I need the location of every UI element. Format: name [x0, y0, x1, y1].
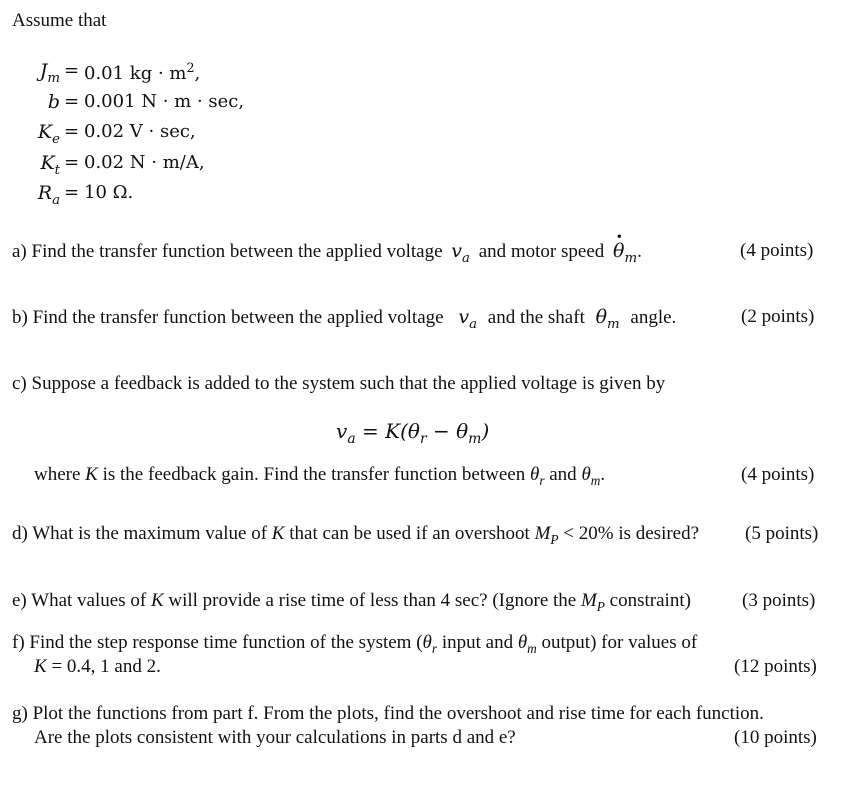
- eq-voltage: v: [336, 419, 348, 443]
- question-text: < 20% is desired?: [563, 523, 700, 544]
- param-value: 0.02 V · sec,: [84, 121, 196, 142]
- var-theta-m: θ: [581, 464, 591, 485]
- question-g-line2: Are the plots consistent with your calculations in parts d and e?: [34, 727, 516, 748]
- var-subscript: P: [596, 598, 605, 614]
- question-text: constraint): [609, 590, 691, 611]
- question-text: where: [34, 464, 81, 485]
- var-theta-r: θ: [422, 632, 432, 653]
- param-subscript: a: [52, 192, 60, 208]
- question-f-line2: [34, 656, 161, 678]
- question-c-line2: [34, 464, 605, 489]
- param-value: 0.02 N · m/A,: [84, 152, 205, 173]
- intro-text: Assume that: [12, 10, 107, 31]
- var-subscript: r: [539, 472, 545, 488]
- var-subscript: m: [624, 250, 638, 266]
- param-row-b: [0, 91, 300, 117]
- param-row-ra: [0, 182, 300, 208]
- points-d: (5 points): [745, 523, 819, 544]
- points-a: (4 points): [740, 240, 814, 261]
- var-theta-r: θ: [529, 464, 540, 485]
- var-subscript: r: [431, 640, 438, 656]
- var-theta-m: θ: [517, 632, 528, 653]
- points-g: (10 points): [734, 727, 817, 748]
- equals-sign: =: [64, 121, 80, 142]
- param-value: 0.001 N · m · sec,: [84, 91, 245, 112]
- var-subscript: m: [590, 472, 601, 488]
- question-text: e) What values of: [12, 590, 147, 611]
- points-b: (2 points): [741, 306, 815, 327]
- param-symbol: J: [39, 60, 48, 82]
- eq-subscript: a: [347, 431, 356, 447]
- points-c: (4 points): [741, 464, 815, 485]
- param-symbol: K: [40, 152, 55, 174]
- question-text: = 0.4, 1 and 2.: [51, 656, 161, 677]
- var-gain: K: [271, 523, 285, 544]
- question-text: b) Find the transfer function between the applied voltage: [12, 307, 444, 328]
- question-c: c) Suppose a feedback is added to the system such that the applied voltage is given by: [12, 373, 666, 394]
- question-text: will provide a rise time of less than 4 sec? (Ignore the: [168, 590, 577, 611]
- eq-subscript: m: [468, 431, 482, 447]
- question-text: f) Find the step response time function of the system (: [12, 632, 423, 653]
- var-overshoot: M: [534, 523, 551, 544]
- param-symbol: R: [37, 182, 53, 204]
- param-value: 10 Ω.: [84, 182, 134, 203]
- eq-close-paren: ): [481, 419, 490, 443]
- param-row-ke: [0, 121, 300, 147]
- equals-sign: =: [64, 182, 80, 203]
- question-text: is the feedback gain. Find the transfer function between: [102, 464, 526, 485]
- param-subscript: m: [47, 70, 60, 86]
- var-subscript: a: [462, 250, 470, 266]
- var-gain: K: [150, 590, 164, 611]
- param-row-jm: [0, 60, 300, 86]
- var-voltage: v: [451, 240, 462, 262]
- equals-sign: =: [64, 60, 80, 81]
- var-subscript: a: [469, 316, 478, 332]
- eq-minus-term: − θ: [426, 419, 469, 443]
- question-a: [12, 240, 642, 266]
- param-subscript: t: [54, 162, 60, 178]
- var-subscript: m: [607, 316, 620, 332]
- question-text: and the shaft: [487, 307, 585, 328]
- question-tail: .: [600, 464, 606, 485]
- question-b: [12, 306, 676, 332]
- equals-sign: =: [64, 91, 80, 112]
- param-symbol: b: [47, 91, 60, 113]
- var-voltage: v: [458, 306, 470, 328]
- feedback-equation: [336, 419, 489, 447]
- param-tail: ,: [194, 63, 201, 84]
- var-angle: θ: [595, 306, 608, 328]
- question-text: d) What is the maximum value of: [12, 523, 268, 544]
- question-text: input and: [441, 632, 514, 653]
- var-overshoot: M: [580, 590, 597, 611]
- param-exponent: 2: [186, 60, 195, 75]
- eq-subscript: r: [419, 431, 427, 447]
- points-e: (3 points): [742, 590, 816, 611]
- param-subscript: e: [52, 131, 60, 147]
- question-text: and motor speed: [478, 241, 605, 262]
- param-row-kt: [0, 152, 300, 178]
- equals-sign: =: [64, 152, 80, 173]
- question-text: a) Find the transfer function between the applied voltage: [12, 241, 443, 262]
- question-text: angle.: [630, 307, 677, 328]
- question-text: and: [549, 464, 577, 485]
- var-subscript: P: [550, 531, 559, 547]
- question-d: [12, 523, 699, 548]
- question-f: [12, 632, 697, 657]
- var-gain: K: [34, 656, 47, 677]
- var-subscript: m: [527, 640, 537, 656]
- points-f: (12 points): [734, 656, 817, 677]
- question-tail: .: [637, 241, 642, 262]
- param-symbol: K: [37, 121, 53, 143]
- var-speed: · θ: [613, 240, 624, 262]
- question-text: that can be used if an overshoot: [289, 523, 530, 544]
- eq-gain-term: = K(θ: [362, 419, 420, 443]
- question-text: output) for values of: [541, 632, 698, 653]
- var-gain: K: [85, 464, 98, 485]
- param-value: 0.01 kg · m: [84, 63, 187, 84]
- question-g: g) Plot the functions from part f. From the plots, find the overshoot and rise time for each function.: [12, 703, 764, 724]
- question-e: [12, 590, 691, 615]
